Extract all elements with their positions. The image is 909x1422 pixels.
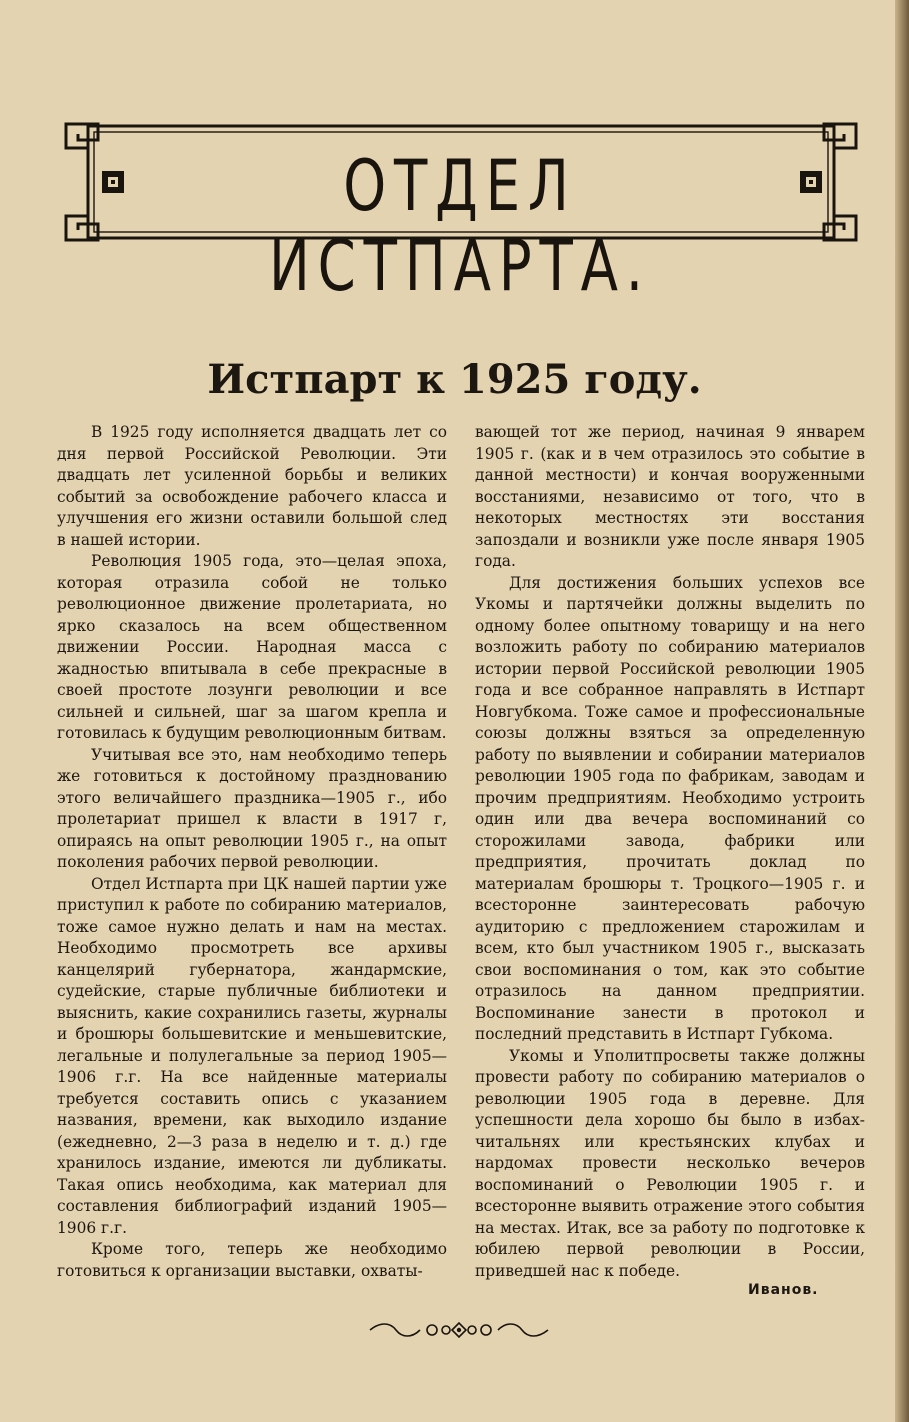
section-title: ОТДЕЛ ИСТПАРТА. (269, 145, 651, 307)
paragraph: Укомы и Уполитпросветы также должны провести работу по собиранию материалов о революции 1905 года в деревне. Для успешности дела хорошо бы было в избах-читальнях или крестьянских клубах и нардомах провести несколько вечеров воспоминаний о Революции 1905 г. и всесторонне выявить отражение этого события на местах. Итак, все за работу по подготовке к юбилею первой революции в России, приведшей нас к победе. (475, 1046, 865, 1280)
paragraph: вающей тот же период, начиная 9 январем 1905 г. (как и в чем отразилось это событие в данной местности) и кончая вооруженными восстаниями, независимо от того, что в некоторых местностях эти восстания запоздали и возникли уже после января 1905 года. (475, 423, 865, 570)
paragraph: Отдел Истпарта при ЦК нашей партии уже приступил к работе по собиранию материалов, тоже самое нужно делать и нам на местах. Необходимо просмотреть все архивы канцелярий губернатора, жандармские, судейские, старые публичные библиотеки и выяснить, какие сохранились газеты, журналы и брошюры большевитские и меньшевитские, легальные и полулегальные за период 1905—1906 г.г. На все найденные материалы требуется составить опись с указанием названия, времени, как выходило издание (ежедневно, 2—3 раза в неделю и т. д.) где хранилось издание, имеются ли дубликаты. Такая опись необходима, как материал для составления библиографий изданий 1905—1906 г.г. (57, 874, 447, 1237)
paragraph: В 1925 году исполняется двадцать лет со дня первой Российской Революции. Эти двадцать лет усиленной борьбы и великих событий за освобождение рабочего класса и улучшения его жизни оставили большой след в нашей истории. (57, 423, 447, 549)
article-title: Истпарт к 1925 году. (207, 356, 702, 403)
left-column (57, 422, 447, 1282)
right-column (475, 422, 865, 1282)
page-edge (895, 0, 909, 1422)
paragraph: Кроме того, теперь же необходимо готовиться к организации выставки, охваты- (57, 1240, 447, 1280)
decorative-ornament-icon (366, 1318, 552, 1346)
paragraph: Учитывая все это, нам необходимо теперь же готовиться к достойному празднованию этого величайшего праздника—1905 г., ибо пролетариат пришел к власти в 1917 г, опираясь на опыт революции 1905 г., на опыт поколения рабочих первой революции. (57, 745, 447, 871)
paragraph: Революция 1905 года, это—целая эпоха, которая отразила собой не только революционное движение пролетариата, но ярко сказалось на всем общественном движении России. Народная масса с жадностью впитывала в себе прекрасные в своей простоте лозунги революции и все сильней и сильней, шаг за шагом крепла и готовилась к будущим революционным битвам. (57, 552, 447, 742)
author-signature: Иванов. (748, 1282, 819, 1298)
paragraph: Для достижения больших успехов все Укомы и партячейки должны выделить по одному более опытному товарищу и на него возложить работу по собиранию материалов истории первой Российской революции 1905 года и все собранное направлять в Истпарт Новгубкома. Тоже самое и профессиональные союзы должны взяться за определенную работу по выявлении и собирании материалов революции 1905 года по фабрикам, заводам и прочим предприятиям. Необходимо устроить один или два вечера воспоминаний со сторожилами завода, фабрики или предприятия, прочитать доклад по материалам брошюры т. Троцкого—1905 г. и всесторонне заинтересовать рабочую аудиторию с предложением старожилам и всем, кто был участником 1905 г., высказать свои воспоминания о том, как это событие отразилось на данном предприятии. Воспоминание занести в протокол и последний представить в Истпарт Губкома. (475, 573, 865, 1043)
